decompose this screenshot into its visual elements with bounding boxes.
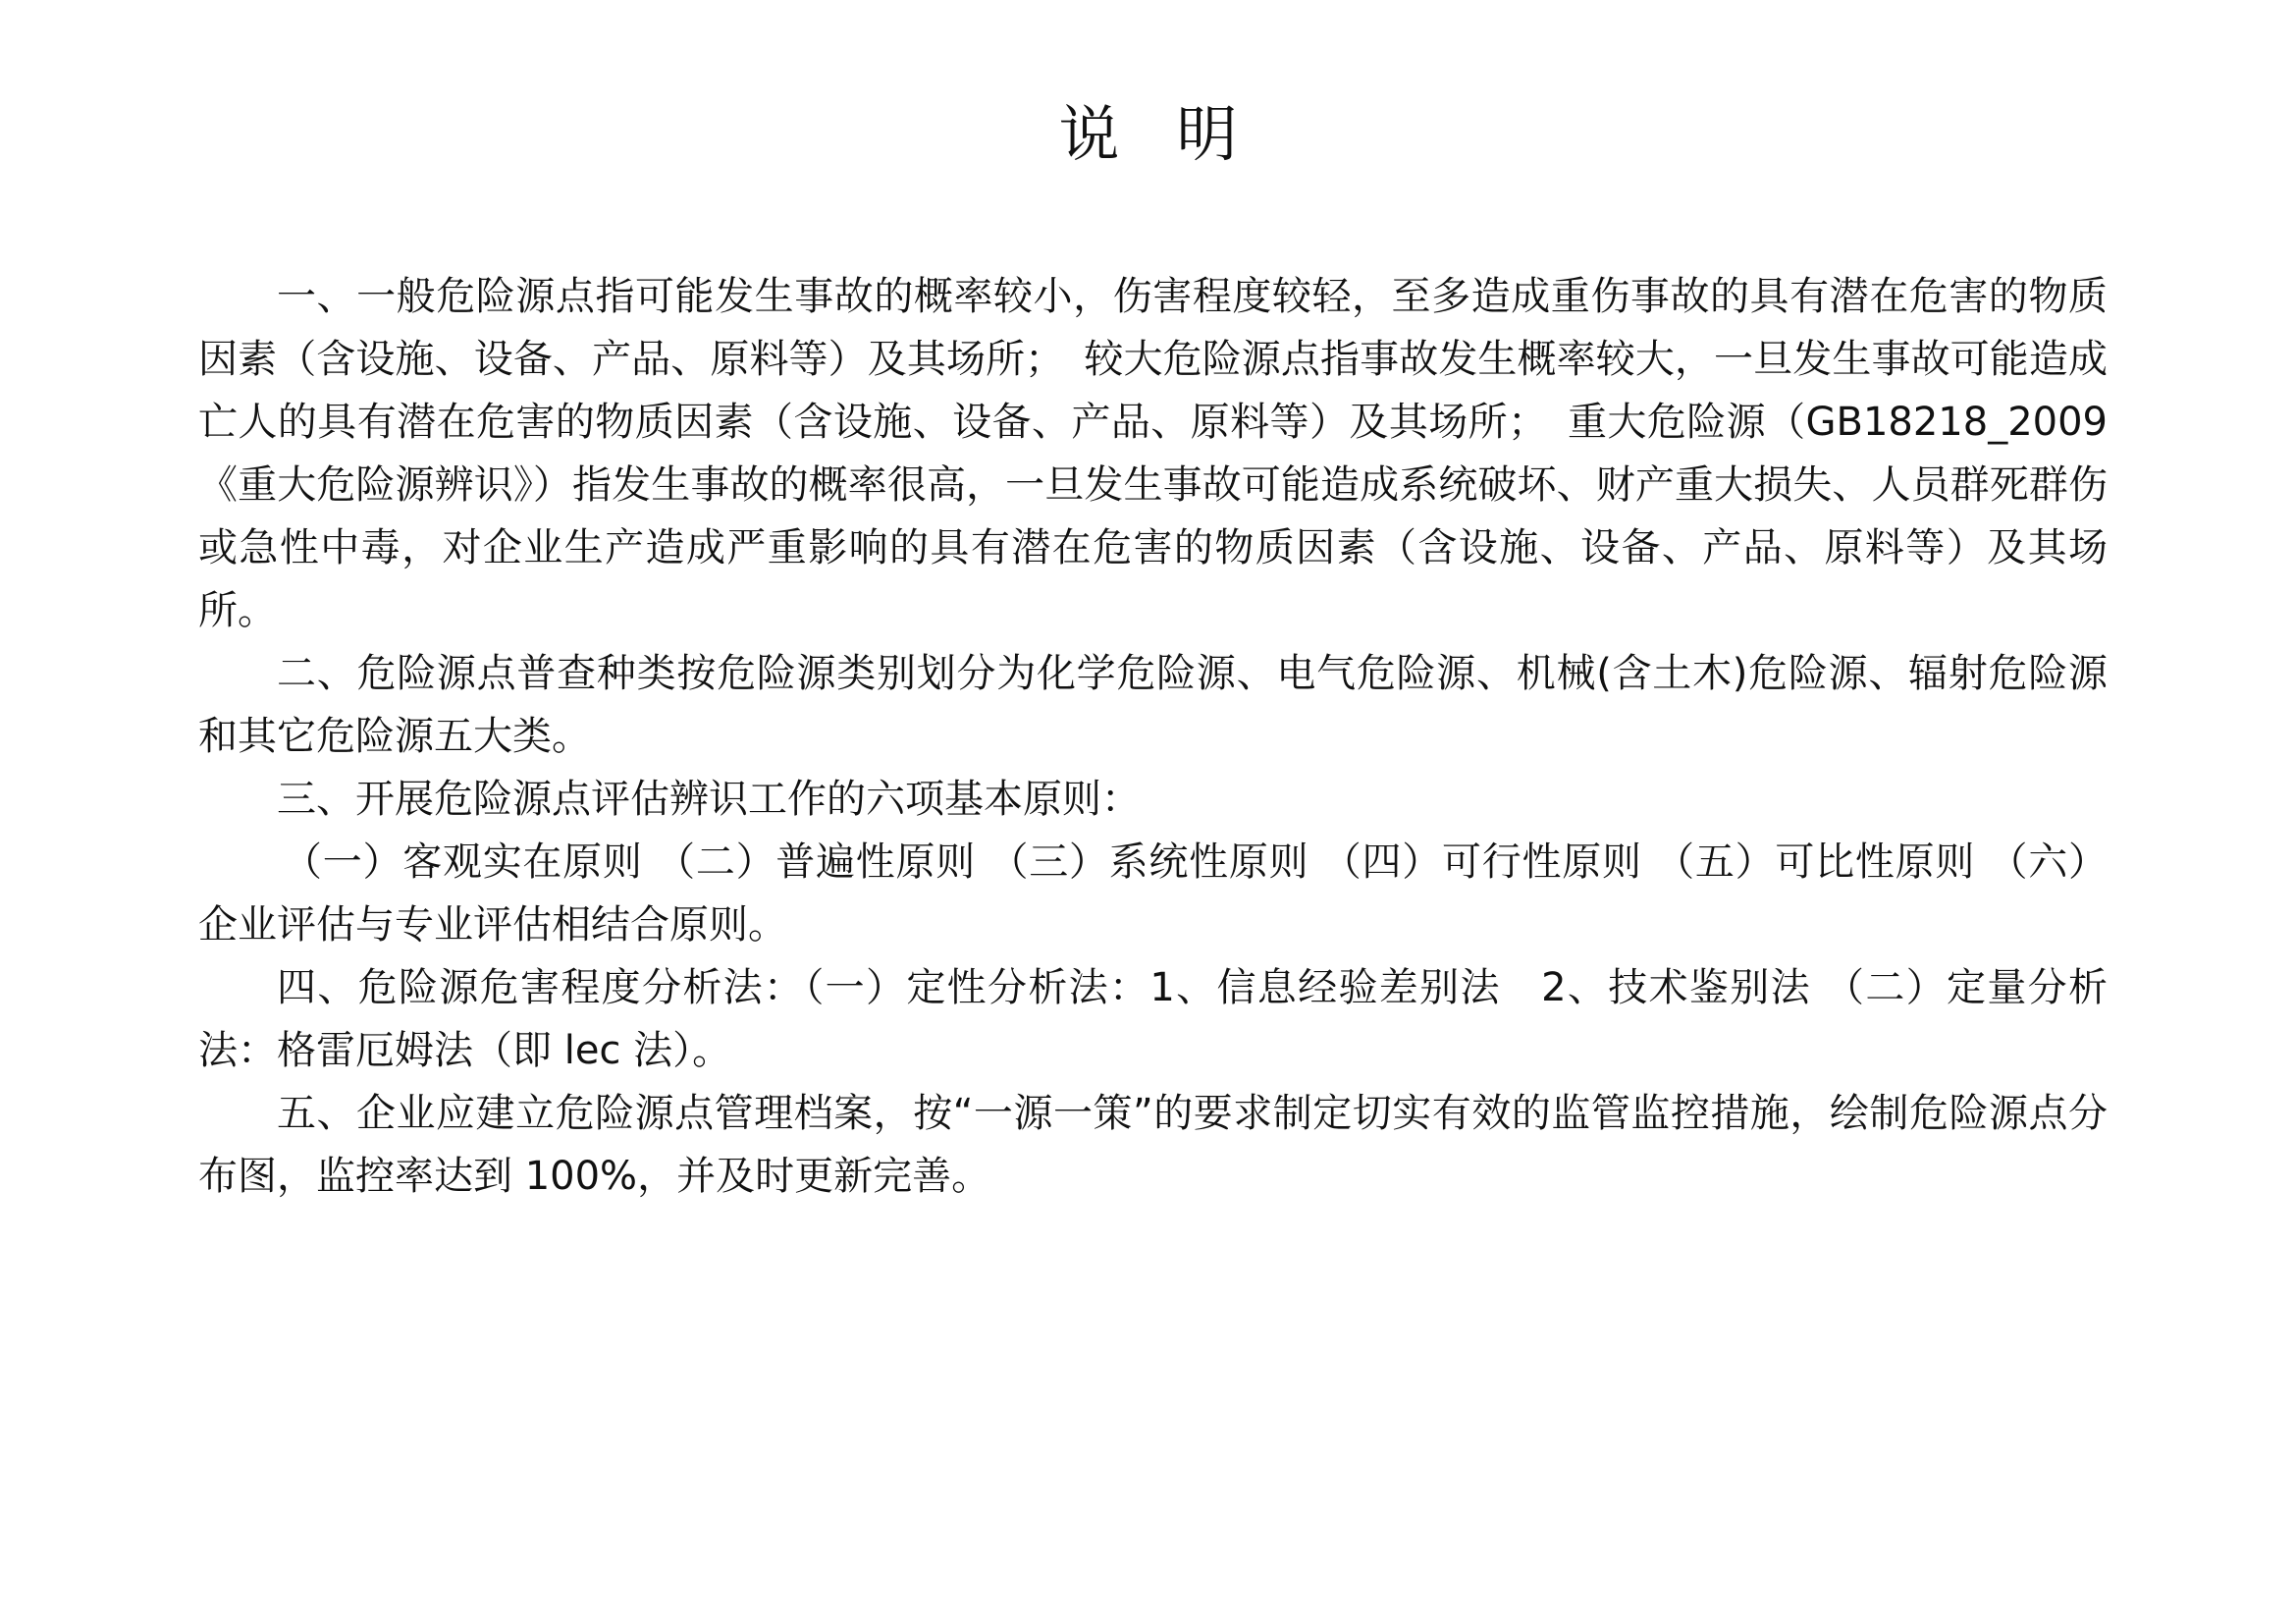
- paragraph-6-management-archive: 五、企业应建立危险源点管理档案，按“一源一策”的要求制定切实有效的监管监控措施，绘制危险源点分布图，监控率达到 100%，并及时更新完善。: [198, 1091, 2108, 1199]
- paragraph-5-analysis-methods: 四、危险源危害程度分析法：（一）定性分析法：1、信息经验差别法 2、技术鉴别法 （二）定量分析法：格雷厄姆法（即 lec 法）。: [198, 965, 2108, 1073]
- paragraph-2-hazard-categories: 二、危险源点普查种类按危险源类别划分为化学危险源、电气危险源、机械(含土木)危险源、辐射危险源和其它危险源五大类。: [198, 651, 2108, 759]
- paragraph-1-hazard-definitions: 一、一般危险源点指可能发生事故的概率较小，伤害程度较轻，至多造成重伤事故的具有潜在危害的物质因素（含设施、设备、产品、原料等）及其场所； 较大危险源点指事故发生概率较大，一旦发生事故可能造成亡人的具有潜在危害的物质因素（含设施、设备、产品、原料等）及其场所； 重大危险源（GB18218_2009《重大危险源辨识》）指发生事故的概率很高，一旦发生事故可能造成系统破坏、财产重大损失、人员群死群伤或急性中毒，对企业生产造成严重影响的具有潜在危害的物质因素（含设施、设备、产品、原料等）及其场所。: [198, 274, 2108, 633]
- paragraph-4-principles-list: （一）客观实在原则 （二）普遍性原则 （三）系统性原则 （四）可行性原则 （五）可比性原则 （六）企业评估与专业评估相结合原则。: [198, 839, 2108, 947]
- document-body: [198, 265, 2108, 1208]
- paragraph-3-principles-heading: 三、开展危险源点评估辨识工作的六项基本原则：: [277, 777, 1141, 822]
- document-title: 说明: [1058, 98, 1295, 170]
